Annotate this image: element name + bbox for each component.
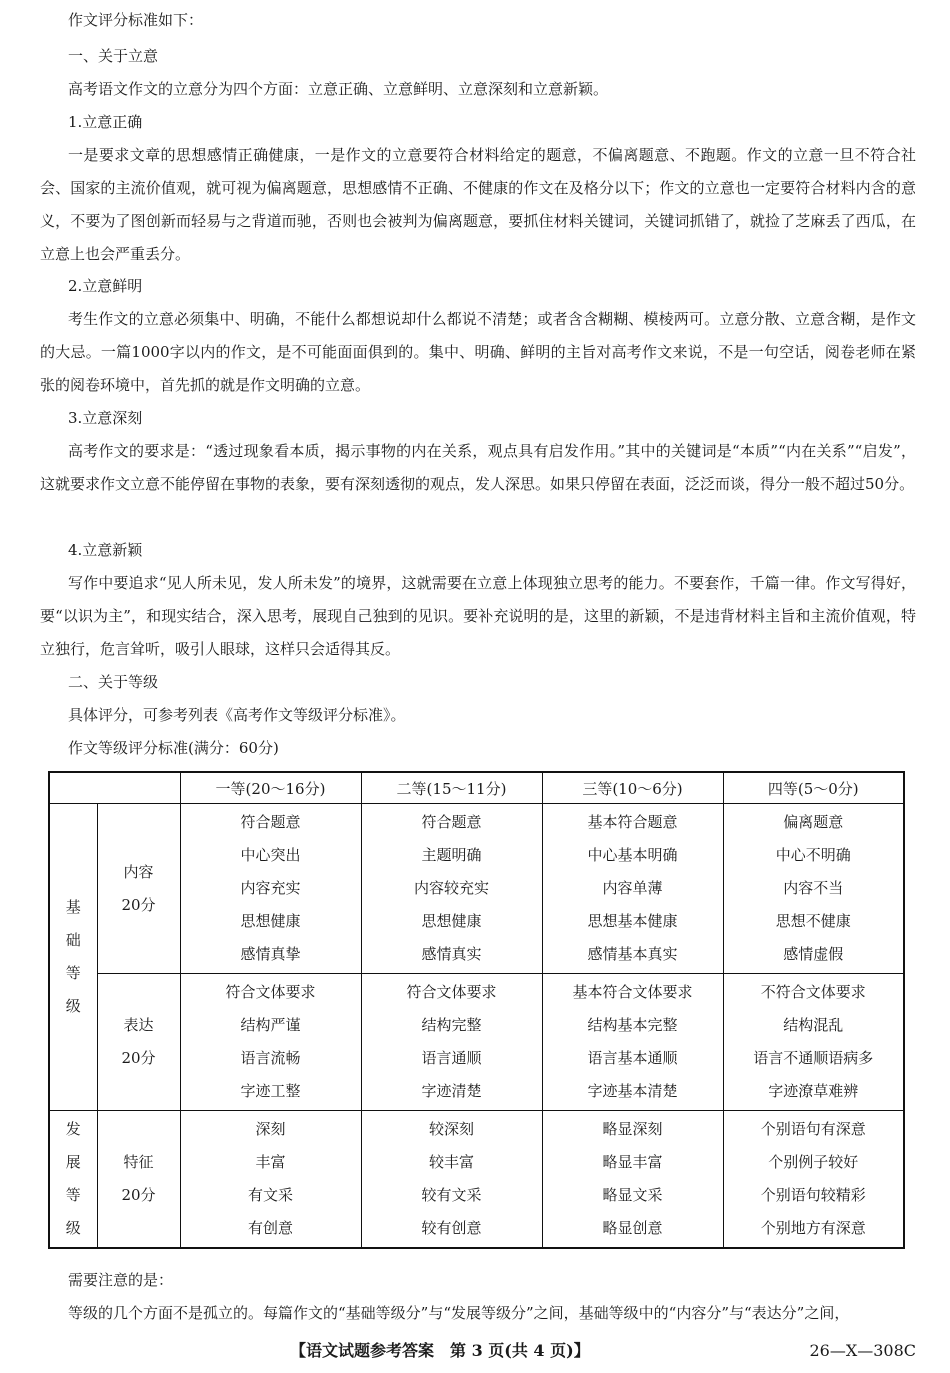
- page-footer: [0, 1336, 950, 1366]
- grade-header: 四等(5～0分): [723, 772, 904, 804]
- item1-body: 一是要求文章的思想感情正确健康，一是作文的立意要符合材料给定的题意，不偏离题意、不跑题。作文的立意一旦不符合社会、国家的主流价值观，就可视为偏离题意，思想感情不正确、不健康的作文在及格分以下；作文的立意也一定要符合材料内含的意义，不要为了图创新而轻易与之背道而驰，否则也会被判为偏离题意，要抓住材料关键词，关键词抓错了，就捡了芝麻丢了西瓜，在立意上也会严重丢分。: [40, 146, 916, 263]
- table-title: 作文等级评分标准(满分：60分): [68, 739, 279, 757]
- expression-cell: 基本符合文体要求 结构基本完整 语言基本通顺 字迹基本清楚: [542, 974, 723, 1111]
- section2-line: 具体评分，可参考列表《高考作文等级评分标准》。: [68, 706, 406, 724]
- feature-cell: 个别语句有深意 个别例子较好 个别语句较精彩 个别地方有深意: [723, 1111, 904, 1249]
- notes-body: 等级的几个方面不是孤立的。每篇作文的“基础等级分”与“发展等级分”之间，基础等级中的“内容分”与“表达分”之间，: [68, 1304, 850, 1322]
- grade-header: 二等(15～11分): [361, 772, 542, 804]
- header-empty-cell: [49, 772, 180, 804]
- section2-heading: 二、关于等级: [68, 673, 159, 691]
- exam-code: 26—X—308C: [809, 1341, 916, 1360]
- grade-header: 一等(20～16分): [180, 772, 361, 804]
- expression-cell: 符合文体要求 结构完整 语言通顺 字迹清楚: [361, 974, 542, 1111]
- expression-cell: 符合文体要求 结构严谨 语言流畅 字迹工整: [180, 974, 361, 1111]
- intro-line: 作文评分标准如下：: [68, 11, 204, 29]
- grade-header-row: [49, 772, 904, 804]
- expression-cell: 不符合文体要求 结构混乱 语言不通顺语病多 字迹潦草难辨: [723, 974, 904, 1111]
- notes-heading: 需要注意的是：: [68, 1271, 174, 1289]
- item3-body: 高考作文的要求是：“透过现象看本质，揭示事物的内在关系，观点具有启发作用。”其中的关键词是“本质”“内在关系”“启发”，这就要求作文立意不能停留在事物的表象，要有深刻透彻的观点，发人深思。如果只停留在表面，泛泛而谈，得分一般不超过50分。: [40, 442, 916, 493]
- feature-label: 特征 20分: [97, 1111, 180, 1249]
- content-cell: 偏离题意 中心不明确 内容不当 思想不健康 感情虚假: [723, 804, 904, 974]
- content-label: 内容 20分: [97, 804, 180, 974]
- grade-header: 三等(10～6分): [542, 772, 723, 804]
- item2-body: 考生作文的立意必须集中、明确，不能什么都想说却什么都说不清楚；或者含含糊糊、模棱两可。立意分散、立意含糊，是作文的大忌。一篇1000字以内的作文，是不可能面面俱到的。集中、明确、鲜明的主旨对高考作文来说，不是一句空话，阅卷老师在紧张的阅卷环境中，首先抓的就是作文明确的立意。: [40, 310, 916, 394]
- section1-summary: 高考语文作文的立意分为四个方面：立意正确、立意鲜明、立意深刻和立意新颖。: [68, 80, 609, 98]
- feature-cell: 较深刻 较丰富 较有文采 较有创意: [361, 1111, 542, 1249]
- section1-heading: 一、关于立意: [68, 47, 159, 65]
- expression-label: 表达 20分: [97, 974, 180, 1111]
- footer-title: 【语文试题参考答案 第 3 页(共 4 页)】: [290, 1341, 590, 1360]
- item4-heading: 4.立意新颖: [68, 541, 143, 559]
- basic-level-label: 基 础 等 级: [49, 804, 97, 1111]
- item1-heading: 1.立意正确: [68, 113, 143, 131]
- expression-row: [49, 974, 904, 1111]
- item3-heading: 3.立意深刻: [68, 409, 143, 427]
- feature-row: [49, 1111, 904, 1249]
- feature-cell: 略显深刻 略显丰富 略显文采 略显创意: [542, 1111, 723, 1249]
- feature-cell: 深刻 丰富 有文采 有创意: [180, 1111, 361, 1249]
- item2-heading: 2.立意鲜明: [68, 277, 143, 295]
- item4-body: 写作中要追求“见人所未见，发人所未发”的境界，这就需要在立意上体现独立思考的能力。不要套作，千篇一律。作文写得好，要“以识为主”，和现实结合，深入思考，展现自己独到的见识。要补充说明的是，这里的新颖，不是违背材料主旨和主流价值观，特立独行，危言耸听，吸引人眼球，这样只会适得其反。: [40, 574, 916, 658]
- content-cell: 基本符合题意 中心基本明确 内容单薄 思想基本健康 感情基本真实: [542, 804, 723, 974]
- development-level-label: 发 展 等 级: [49, 1111, 97, 1249]
- grading-table: [48, 771, 905, 1249]
- content-row: [49, 804, 904, 974]
- content-cell: 符合题意 主题明确 内容较充实 思想健康 感情真实: [361, 804, 542, 974]
- content-cell: 符合题意 中心突出 内容充实 思想健康 感情真挚: [180, 804, 361, 974]
